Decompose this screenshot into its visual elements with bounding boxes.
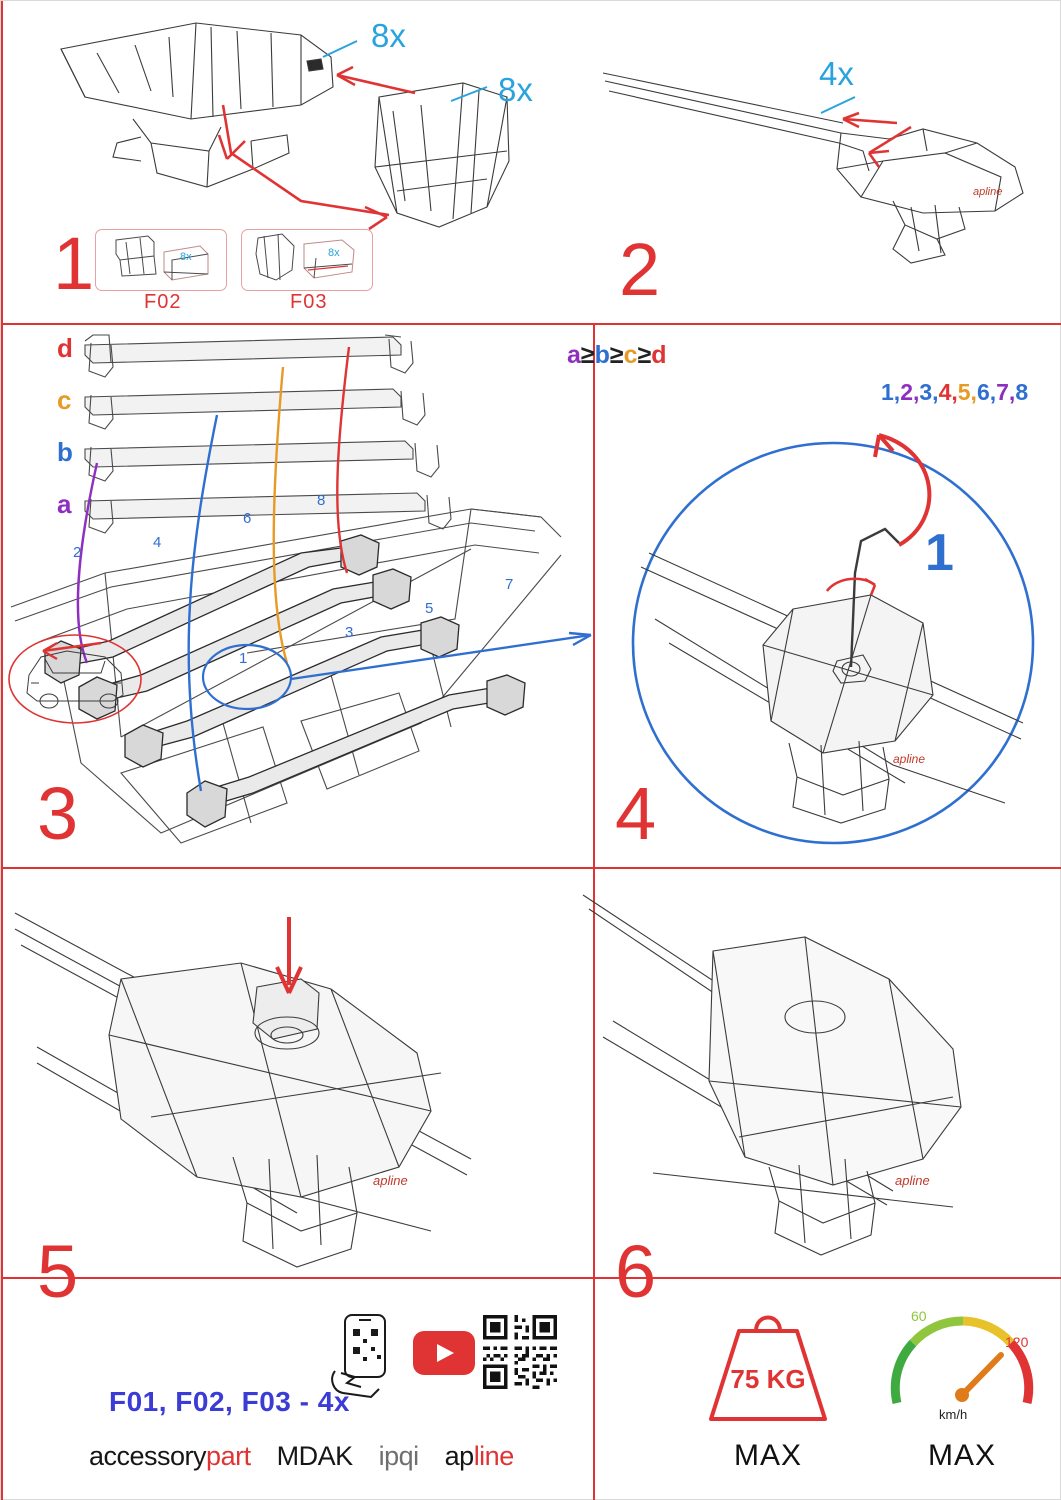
step-number-4: 4 [615,772,657,855]
pos-num-4: 4 [153,534,162,551]
svg-text:60: 60 [911,1308,927,1324]
qr-code-icon[interactable] [483,1315,557,1389]
divider-vertical-footer [593,1277,595,1500]
step-number-6: 6 [615,1230,657,1313]
svg-text:km/h: km/h [939,1407,968,1422]
svg-text:120: 120 [1005,1334,1029,1350]
step6-illustration [593,867,1061,1277]
step-number-1: 1 [53,222,95,305]
part-box-f03 [241,229,373,291]
brand-mdak: MDAK [276,1441,353,1471]
weight-limit-value: 75 KG [730,1364,806,1394]
parts-list-label: F01, F02, F03 - 4x [109,1386,350,1417]
callout-8x-1: 8x [371,17,406,54]
pos-num-6: 6 [243,510,252,527]
step3-illustration [1,323,593,867]
pos-num-5: 5 [425,600,434,617]
relation-formula: a≥b≥c≥d [567,341,667,369]
svg-text:apline: apline [973,186,1003,198]
brand-accessorypart: accessorypart [89,1441,251,1471]
pos-num-8: 8 [317,492,326,509]
step-number-3: 3 [37,772,79,855]
weight-max-label: MAX [733,1439,802,1472]
bar-label-a: a [57,489,72,519]
speed-max-label: MAX [927,1439,996,1472]
part-code-f02: F02 [144,291,182,313]
svg-text:apline: apline [893,752,926,766]
svg-text:8x: 8x [180,251,192,263]
youtube-icon[interactable] [413,1331,475,1375]
callout-8x-2: 8x [498,71,533,108]
step-number-5: 5 [37,1230,79,1313]
svg-text:8x: 8x [328,247,340,259]
svg-text:apline: apline [895,1173,930,1188]
sequence-label: 1,2,3,4,5,6,7,8 [881,379,1029,405]
pos-num-7: 7 [505,576,514,593]
step-number-2: 2 [619,228,661,311]
brand-ipqi: ipqi [378,1441,419,1471]
svg-text:apline: apline [373,1173,408,1188]
speedometer-icon [877,1299,1047,1429]
detail-badge-1: 1 [925,524,954,582]
phone-scan-icon[interactable] [327,1313,397,1403]
step2-illustration [593,1,1061,323]
divider-3 [1,1277,1061,1279]
pos-num-3: 3 [345,624,354,641]
bar-label-c: c [57,385,72,415]
callout-4x: 4x [819,55,854,92]
pos-num-1: 1 [239,650,248,667]
bar-label-b: b [57,437,73,467]
brand-apline: apline [444,1441,514,1471]
pos-num-2: 2 [73,544,82,561]
brand-row [89,1441,514,1472]
part-code-f03: F03 [290,291,328,313]
step5-illustration [1,867,593,1277]
part-box-f02 [95,229,227,291]
bar-label-d: d [57,333,73,363]
